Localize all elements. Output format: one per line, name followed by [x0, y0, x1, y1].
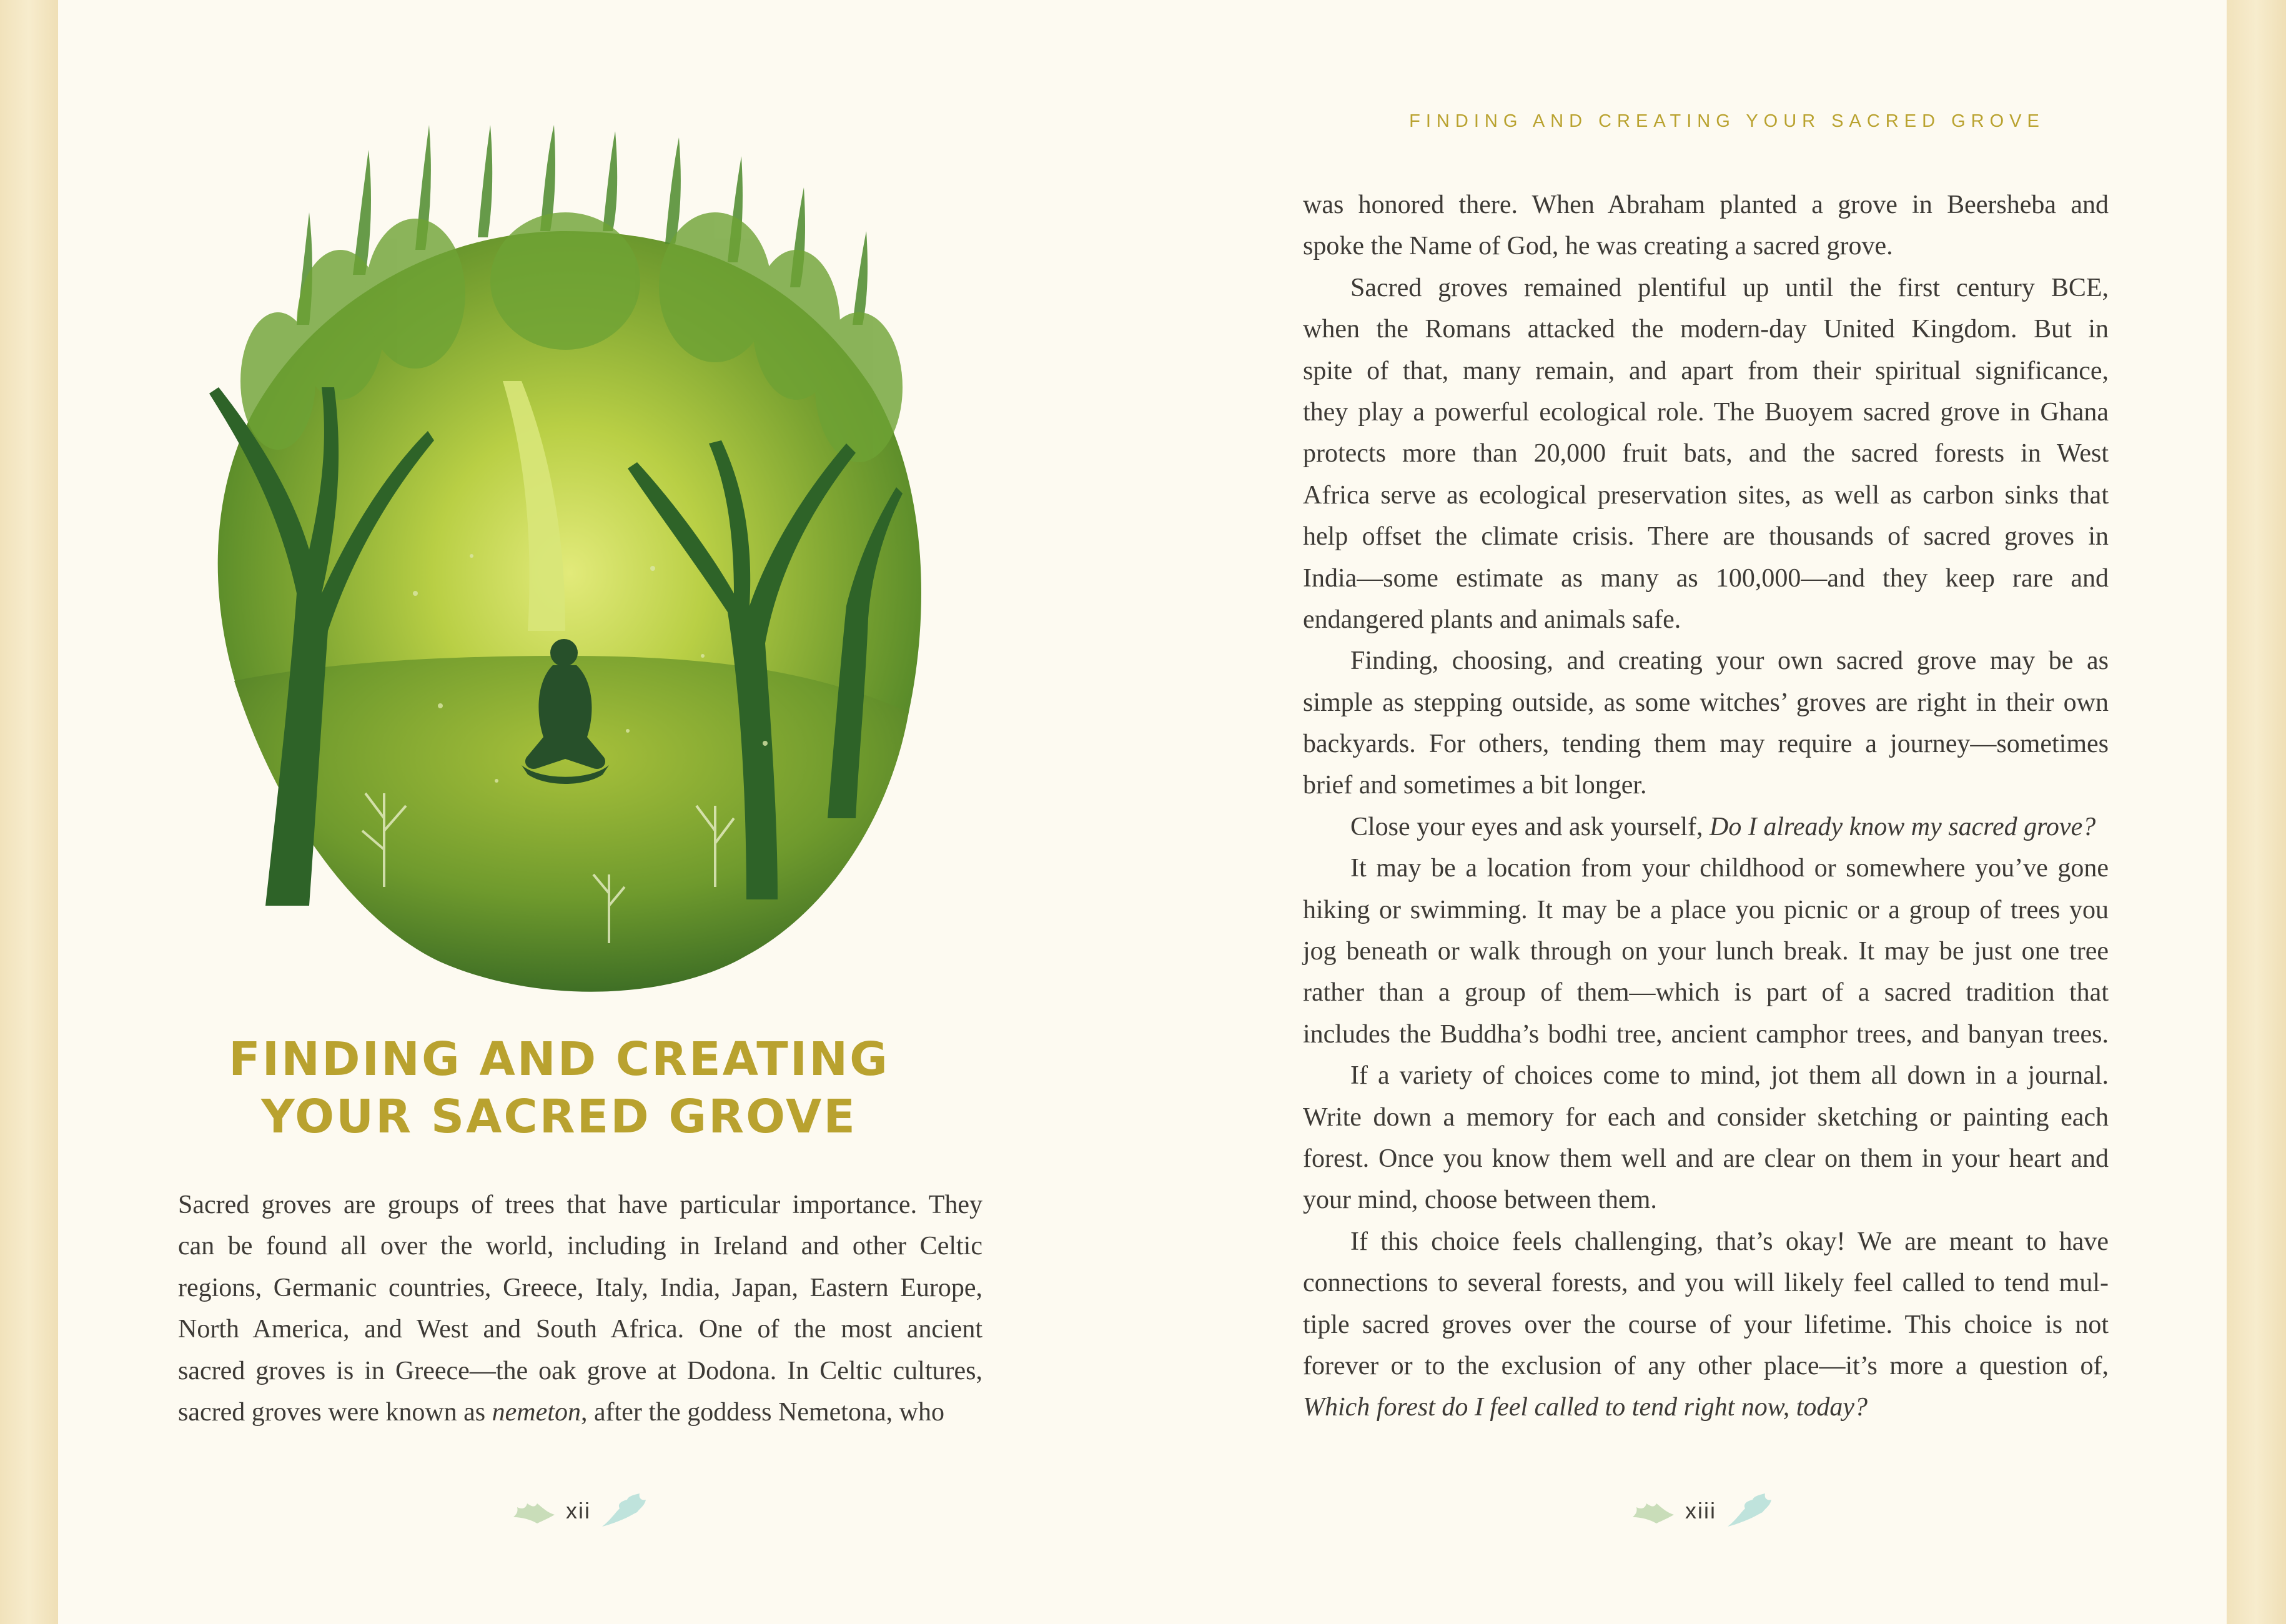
text-line: Sacred groves remained plentiful up until the first century BCE, — [1350, 273, 2109, 302]
text-line: help offset the climate crisis. There are thousands of sacred groves in — [1303, 522, 2109, 552]
text-line: If this choice feels challenging, that’s okay! We are meant to have — [1350, 1227, 2109, 1256]
chapter-title-line-1: FINDING AND CREATING — [229, 1032, 889, 1086]
text-line: was honored there. When Abraham planted a grove in Beersheba and — [1303, 191, 2109, 219]
text-line: spoke the Name of God, he was creating a sacred grove. — [1303, 232, 1893, 261]
oak-leaf-icon — [1631, 1496, 1675, 1526]
text-line: spite of that, many remain, and apart from their spiritual significance, — [1303, 356, 2109, 385]
text-line: endangered plants and animals safe. — [1303, 605, 1681, 634]
text-line: forest. Once you know them well and are clear on them in your heart and — [1303, 1144, 2109, 1173]
text-line: backyards. For others, tending them may require a journey—sometimes — [1303, 730, 2109, 759]
text-line: connections to several forests, and you will likely feel called to tend mul- — [1303, 1269, 2109, 1298]
forest-meditation-illustration — [91, 119, 1027, 1031]
text-line: protects more than 20,000 fruit bats, and the sacred forests in West — [1303, 439, 2109, 468]
text-line: North America, and West and South Africa. One of the most ancient — [178, 1315, 982, 1344]
text-line: Close your eyes and ask yourself, Do I already know my sacred grove? — [1350, 812, 2096, 841]
text-line: simple as stepping outside, as some witches’ groves are right in their own — [1303, 688, 2109, 717]
right-body-text — [1303, 184, 2109, 1428]
text-line: sacred groves were known as nemeton, after the goddess Nemetona, who — [178, 1397, 944, 1427]
right-paper-edge — [2227, 0, 2286, 1624]
page-number-right: xiii — [1685, 1498, 1716, 1523]
text-line: tiple sacred groves over the course of your lifetime. This choice is not — [1303, 1310, 2109, 1339]
oak-leaf-icon — [512, 1496, 556, 1526]
text-line: India—some estimate as many as 100,000—and they keep rare and — [1303, 563, 2109, 593]
text-line: rather than a group of them—which is part of a sacred tradition that — [1303, 978, 2109, 1008]
text-line: your mind, choose between them. — [1303, 1186, 1657, 1215]
page-number-left: xii — [566, 1498, 591, 1523]
text-line: sacred groves is in Greece—the oak grove at Dodona. In Celtic cultures, — [178, 1356, 982, 1385]
text-line: can be found all over the world, including in Ireland and other Celtic — [178, 1232, 982, 1261]
text-line: includes the Buddha’s bodhi tree, ancient camphor trees, and banyan trees. — [1303, 1019, 2109, 1049]
text-line: Finding, choosing, and creating your own sacred grove may be as — [1350, 646, 2109, 676]
chapter-title — [144, 1031, 974, 1146]
folio-left — [512, 1489, 651, 1533]
text-line: jog beneath or walk through on your lunch break. It may be just one tree — [1303, 937, 2109, 966]
text-line: brief and sometimes a bit longer. — [1303, 771, 1647, 800]
text-line: If a variety of choices come to mind, jot them all down in a journal. — [1350, 1061, 2109, 1091]
text-line: Africa serve as ecological preservation sites, as well as carbon sinks that — [1303, 480, 2109, 510]
text-line: Write down a memory for each and consider sketching or painting each — [1303, 1102, 2109, 1132]
text-line: forever or to the exclusion of any other place—it’s more a question of, — [1303, 1351, 2109, 1380]
oak-leaf-icon — [1726, 1492, 1776, 1530]
text-line: regions, Germanic countries, Greece, Italy, India, Japan, Eastern Europe, — [178, 1273, 982, 1302]
folio-right — [1631, 1489, 1776, 1533]
text-line: Sacred groves are groups of trees that have particular importance. They — [178, 1191, 982, 1219]
chapter-title-line-2: YOUR SACRED GROVE — [261, 1090, 857, 1144]
text-line: Which forest do I feel called to tend right now, today? — [1303, 1393, 1868, 1422]
oak-leaf-icon — [601, 1492, 651, 1530]
left-paper-edge — [0, 0, 58, 1624]
running-head: FINDING AND CREATING YOUR SACRED GROVE — [1409, 111, 2045, 131]
text-line: when the Romans attacked the modern-day United Kingdom. But in — [1303, 315, 2109, 344]
text-line: It may be a location from your childhood or somewhere you’ve gone — [1350, 854, 2109, 883]
text-line: they play a powerful ecological role. The Buoyem sacred grove in Ghana — [1303, 397, 2109, 427]
text-line: hiking or swimming. It may be a place you picnic or a group of trees you — [1303, 895, 2109, 924]
left-body-text — [178, 1184, 982, 1433]
